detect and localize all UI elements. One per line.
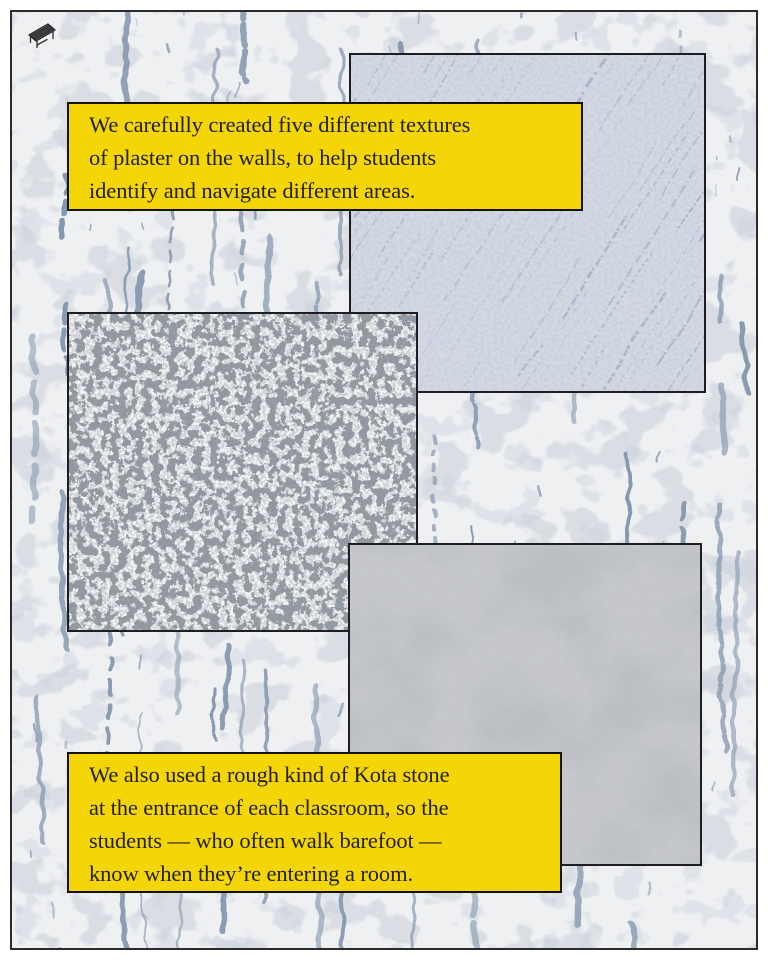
poster-frame [10, 10, 758, 950]
caption-line: know when they’re entering a room. [89, 861, 413, 886]
caption-box-kota-stone [67, 752, 562, 893]
caption-line: We also used a rough kind of Kota stone [89, 762, 450, 787]
caption-line: students — who often walk barefoot — [89, 828, 442, 853]
caption-line: at the entrance of each classroom, so the [89, 795, 449, 820]
bench-icon [24, 20, 62, 54]
caption-line: of plaster on the walls, to help students [89, 145, 437, 170]
caption-line: identify and navigate different areas. [89, 178, 416, 203]
caption-line: We carefully created five different textures [89, 112, 471, 137]
caption-box-plaster-textures [67, 102, 583, 211]
